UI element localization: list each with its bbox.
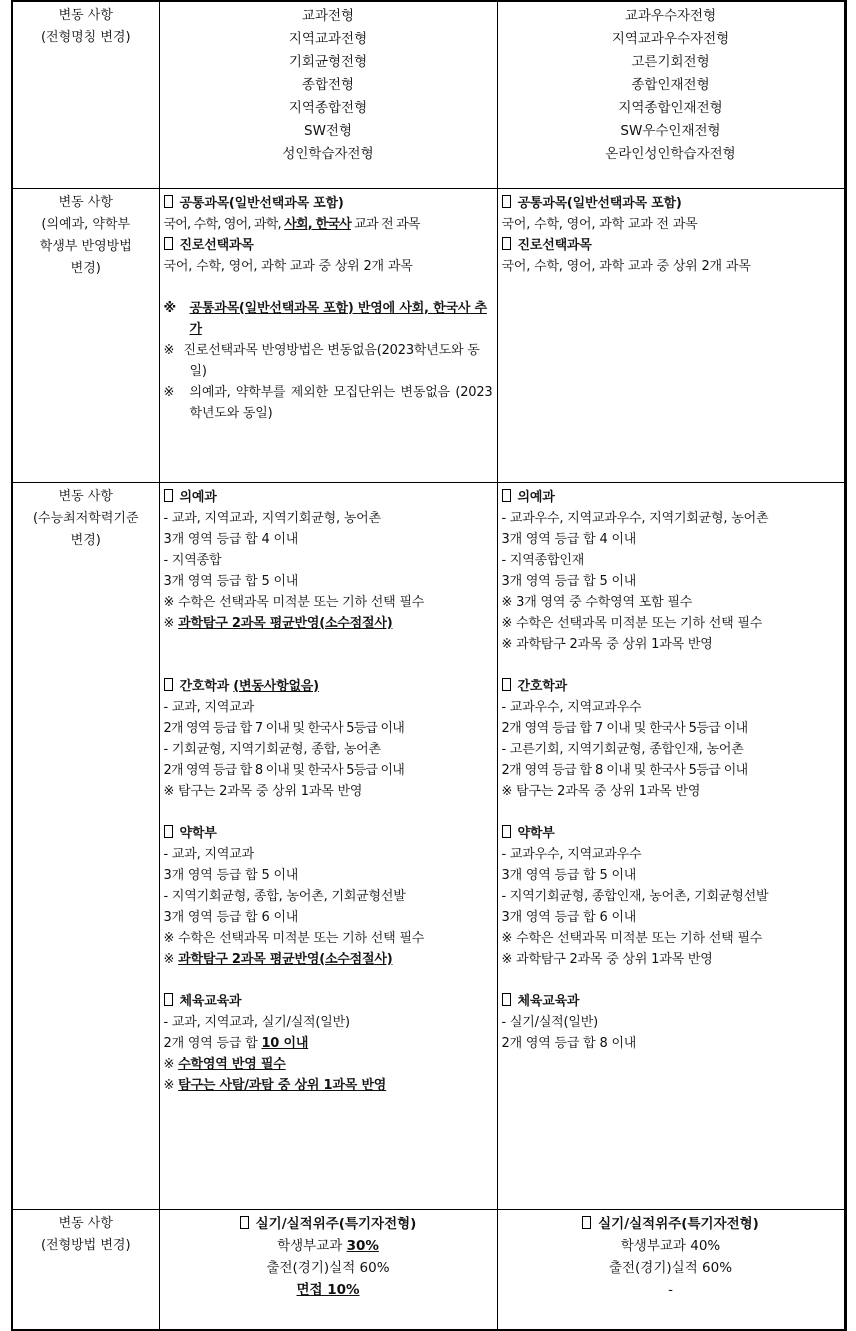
criteria-line: 2개 영역 등급 합 7 이내 및 한국사 5등급 이내 <box>501 720 748 736</box>
row-label-line: 변동 사항 <box>58 1215 113 1231</box>
checkbox-square-icon <box>164 678 173 691</box>
track-name: 교과우수자전형 <box>624 8 717 24</box>
criteria-line: 2개 영역 등급 합 8 이내 및 한국사 5등급 이내 <box>501 762 748 778</box>
row-name-change <box>12 1 845 188</box>
row-label-line: 변동 사항 <box>58 8 113 23</box>
criteria-line: ※ 수학은 선택과목 미적분 또는 기하 선택 필수 <box>163 594 425 610</box>
subject-list: 국어, 수학, 영어, 과학 교과 중 상위 2개 과목 <box>501 258 751 274</box>
track-name: 성인학습자전형 <box>282 146 374 162</box>
before-cell: 의예과 - 교과, 지역교과, 지역기회균형, 농어촌 3개 영역 등급 합 4 이내 - 지역종합 3개 영역 등급 합 5 이내 ※ 수학은 선택과목 미적분 또는 기하 선택 필수 ※ 과학탐구 2과목 평균반영(소수점절사) 간호학과 (변동사항없음) - 교과, 지역교과 2개 영역 등급 합 7 이내 및 한국사 5등급 이내 - 기회균형, 지역기회균형, 종합, 농어촌 2개 영역 등급 합 8 이내 및 한국사 5등급 이내 ※ 탐구는 2과목 중 상위 1과목 반영 약학부 - 교과, 지역교과 3개 영역 등급 합 5 이내 - 지역기회균형, 종합, 농어촌, 기회균형선발 3개 영역 등급 합 6 이내 ※ 수학은 선택과목 미적분 또는 기하 선택 필수 ※ 과학탐구 2과목 평균반영(소수점절사) 체육교육과 - 교과, 지역교과, 실기/실적(일반) 2개 영역 등급 합 10 이내 ※ 수학영역 반영 필수 ※ 탐구는 사탐/과탐 중 상위 1과목 반영 <box>159 482 497 1209</box>
admission-changes-table <box>11 0 847 1331</box>
criteria-line: ※ 탐구는 2과목 중 상위 1과목 반영 <box>163 783 363 799</box>
department-title: 간호학과 <box>179 678 229 694</box>
criteria-line: - 교과우수, 지역교과우수 <box>501 846 642 862</box>
weight-line: 출전(경기)실적 60% <box>608 1259 733 1276</box>
department-title: 체육교육과 <box>517 993 580 1009</box>
criteria-line: 3개 영역 등급 합 4 이내 <box>163 531 299 547</box>
criteria-line: 2개 영역 등급 합 8 이내 <box>501 1035 637 1051</box>
subject-list: 국어, 수학, 영어, 과학, <box>163 216 285 232</box>
row-label-line: 변동 사항 <box>58 488 113 504</box>
row-label-line: 변경) <box>70 260 101 276</box>
highlight-note: 탐구는 사탐/과탐 중 상위 1과목 반영 <box>178 1077 387 1093</box>
note-text: 공통과목(일반선택과목 포함) 반영에 사회, 한국사 추가 <box>189 300 487 337</box>
track-name: 지역종합전형 <box>288 100 368 116</box>
after-cell <box>497 188 845 482</box>
checkbox-square-icon <box>582 1216 591 1229</box>
section-heading: 공통과목(일반선택과목 포함) <box>517 195 682 211</box>
criteria-line: 2개 영역 등급 합 8 이내 및 한국사 5등급 이내 <box>163 762 405 778</box>
section-heading: 공통과목(일반선택과목 포함) <box>179 195 344 211</box>
method-title: 실기/실적위주(특기자전형) <box>598 1215 759 1232</box>
track-name: 지역종합인재전형 <box>618 100 723 116</box>
checkbox-square-icon <box>164 993 173 1006</box>
reference-mark-icon: ※ <box>163 342 175 358</box>
department-title: 약학부 <box>517 825 555 841</box>
section-heading: 진로선택과목 <box>179 237 254 253</box>
method-title: 실기/실적위주(특기자전형) <box>255 1215 417 1232</box>
track-name: 종합인재전형 <box>631 77 710 93</box>
highlight-note: 수학영역 반영 필수 <box>178 1056 286 1072</box>
criteria-line: - 실기/실적(일반) <box>501 1014 598 1030</box>
no-change-note: (변동사항없음) <box>233 678 319 694</box>
checkbox-square-icon <box>164 195 173 208</box>
track-name: 온라인성인학습자전형 <box>605 146 736 162</box>
row-label-cell <box>12 1209 159 1330</box>
row-label-cell <box>12 1 159 188</box>
after-cell <box>497 1209 845 1330</box>
row-label-cell <box>12 482 159 1209</box>
track-name: 지역교과전형 <box>288 31 368 47</box>
criteria-line: - 교과우수, 지역교과우수, 지역기회균형, 농어촌 <box>501 510 769 526</box>
criteria-line: 2개 영역 등급 합 <box>163 1035 262 1051</box>
criteria-line: - 지역기회균형, 종합인재, 농어촌, 기회균형선발 <box>501 888 769 904</box>
changed-weight: 30% <box>346 1237 379 1254</box>
track-name: SW전형 <box>304 123 352 139</box>
reference-mark-icon: ※ <box>163 300 176 316</box>
department-title: 약학부 <box>179 825 217 841</box>
criteria-line: ※ 3개 영역 중 수학영역 포함 필수 <box>501 594 693 610</box>
criteria-line: - 지역종합인재 <box>501 552 585 568</box>
department-title: 간호학과 <box>517 678 567 694</box>
track-name: 종합전형 <box>301 77 355 93</box>
row-record-method-change <box>12 188 845 482</box>
after-cell <box>497 1 845 188</box>
criteria-line: ※ 탐구는 2과목 중 상위 1과목 반영 <box>501 783 701 799</box>
criteria-line: - 교과, 지역교과 <box>163 699 254 715</box>
row-label-cell <box>12 188 159 482</box>
checkbox-square-icon <box>502 237 511 250</box>
checkbox-square-icon <box>164 489 173 502</box>
criteria-line: 3개 영역 등급 합 5 이내 <box>501 867 637 883</box>
row-method-change <box>12 1209 845 1330</box>
criteria-line: 3개 영역 등급 합 4 이내 <box>501 531 637 547</box>
changed-weight: 면접 10% <box>296 1281 360 1298</box>
criteria-line: 3개 영역 등급 합 5 이내 <box>163 867 299 883</box>
criteria-line: - 지역종합 <box>163 552 222 568</box>
department-title: 체육교육과 <box>179 993 242 1009</box>
criteria-line: 2개 영역 등급 합 7 이내 및 한국사 5등급 이내 <box>163 720 405 736</box>
track-name: 지역교과우수자전형 <box>611 31 730 47</box>
reference-mark-icon: ※ <box>163 384 175 400</box>
checkbox-square-icon <box>502 195 511 208</box>
checkbox-square-icon <box>502 825 511 838</box>
track-name: 교과전형 <box>301 8 355 24</box>
before-cell <box>159 188 497 482</box>
note-text: 의예과, 약학부를 제외한 모집단위는 변동없음 (2023학년도와 동일) <box>189 384 493 421</box>
row-label-line: 변동 사항 <box>58 194 113 210</box>
criteria-line: 3개 영역 등급 합 6 이내 <box>163 909 299 925</box>
criteria-line: 3개 영역 등급 합 5 이내 <box>501 573 637 589</box>
checkbox-square-icon <box>240 1216 249 1229</box>
criteria-line: 3개 영역 등급 합 5 이내 <box>163 573 299 589</box>
subject-list: 국어, 수학, 영어, 과학 교과 전 과목 <box>501 216 698 232</box>
criteria-line: - 기회균형, 지역기회균형, 종합, 농어촌 <box>163 741 381 757</box>
criteria-line: ※ 과학탐구 2과목 중 상위 1과목 반영 <box>501 951 713 967</box>
row-label-line: 학생부 반영방법 <box>39 238 132 254</box>
row-label-line: (전형명칭 변경) <box>40 30 131 45</box>
criteria-line: ※ 수학은 선택과목 미적분 또는 기하 선택 필수 <box>163 930 425 946</box>
checkbox-square-icon <box>502 993 511 1006</box>
criteria-line: - 지역기회균형, 종합, 농어촌, 기회균형선발 <box>163 888 406 904</box>
added-subjects: 사회, 한국사 <box>284 216 351 232</box>
highlight-value: 10 이내 <box>261 1035 309 1051</box>
criteria-line: 3개 영역 등급 합 6 이내 <box>501 909 637 925</box>
criteria-line: ※ 수학은 선택과목 미적분 또는 기하 선택 필수 <box>501 930 763 946</box>
section-heading: 진로선택과목 <box>517 237 592 253</box>
checkbox-square-icon <box>164 237 173 250</box>
criteria-line: - 교과, 지역교과, 지역기회균형, 농어촌 <box>163 510 381 526</box>
before-cell <box>159 1 497 188</box>
criteria-line: ※ 수학은 선택과목 미적분 또는 기하 선택 필수 <box>501 615 763 631</box>
after-cell <box>497 482 845 1209</box>
criteria-line: - 고른기회, 지역기회균형, 종합인재, 농어촌 <box>501 741 744 757</box>
highlight-note: 과학탐구 2과목 평균반영(소수점절사) <box>178 615 393 631</box>
checkbox-square-icon <box>164 825 173 838</box>
track-name: SW우수인재전형 <box>620 123 721 139</box>
note-text: 진로선택과목 반영방법은 변동없음(2023학년도와 동일) <box>183 342 480 379</box>
department-title: 의예과 <box>517 489 555 505</box>
criteria-line: ※ 과학탐구 2과목 중 상위 1과목 반영 <box>501 636 713 652</box>
track-name: 기회균형전형 <box>288 54 368 70</box>
row-label-line: (전형방법 변경) <box>40 1237 131 1253</box>
track-name: 고른기회전형 <box>631 54 710 70</box>
checkbox-square-icon <box>502 678 511 691</box>
criteria-line: - 교과우수, 지역교과우수 <box>501 699 642 715</box>
row-label-line: 변경) <box>70 532 101 548</box>
before-cell <box>159 1209 497 1330</box>
weight-line: - <box>668 1281 673 1298</box>
weight-line: 출전(경기)실적 60% <box>266 1259 390 1276</box>
row-label-line: (의예과, 약학부 <box>41 216 131 232</box>
weight-line: 학생부교과 <box>277 1237 347 1254</box>
highlight-note: 과학탐구 2과목 평균반영(소수점절사) <box>178 951 393 967</box>
row-csat-minimum-change <box>12 482 845 1209</box>
weight-line: 학생부교과 40% <box>620 1237 721 1254</box>
criteria-line: - 교과, 지역교과 <box>163 846 254 862</box>
criteria-line: - 교과, 지역교과, 실기/실적(일반) <box>163 1014 350 1030</box>
subject-list-tail: 교과 전 과목 <box>350 216 420 232</box>
checkbox-square-icon <box>502 489 511 502</box>
department-title: 의예과 <box>179 489 217 505</box>
subject-list: 국어, 수학, 영어, 과학 교과 중 상위 2개 과목 <box>163 258 413 274</box>
row-label-line: (수능최저학력기준 <box>32 510 139 526</box>
